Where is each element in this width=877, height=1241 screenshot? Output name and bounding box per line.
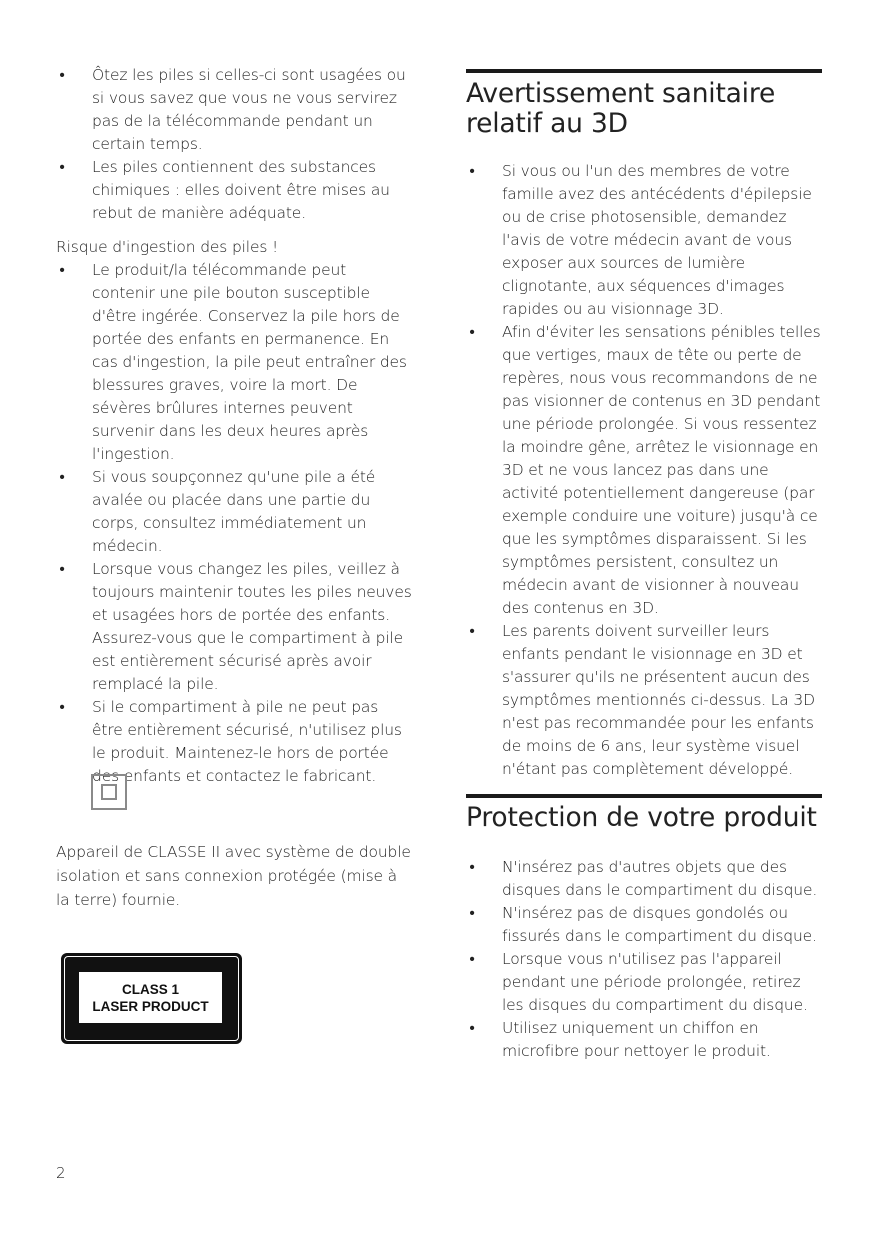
bullet-icon: • [59, 261, 65, 279]
list-item-text: Si le compartiment à pile ne peut pas être entièrement sécurisé, n'utilisez plus le produit. Maintenez-le hors de portée des enfants et contactez le fabricant. [92, 698, 402, 785]
list-item [56, 466, 412, 558]
health-section-title: Avertissement sanitaire relatif au 3D [466, 78, 776, 139]
list-item-text: N'insérez pas de disques gondolés ou fissurés dans le compartiment du disque. [502, 904, 817, 945]
list-item-text: N'insérez pas d'autres objets que des disques dans le compartiment du disque. [502, 858, 818, 899]
list-item-text: Si vous ou l'un des membres de votre famille avez des antécédents d'épilepsie ou de crise photosensible, demandez l'avis de votre médecin avant de vous exposer aux sources de lumière clignotante, aux séquences d'images rapides ou au visionnage 3D. [502, 162, 812, 318]
list-item [466, 856, 822, 902]
bullet-icon: • [59, 468, 65, 486]
protection-bullet-list [466, 856, 822, 1063]
bullet-icon: • [59, 560, 65, 578]
list-item-text: Ôtez les piles si celles-ci sont usagées ou si vous savez que vous ne vous servirez pas de la télécommande pendant un certain temps. [92, 66, 406, 153]
list-item-text: Les parents doivent surveiller leurs enfants pendant le visionnage en 3D et s'assurer qu'ils ne présentent aucun des symptômes mentionnés ci-dessus. La 3D n'est pas recommandée pour les enfants de moins de 6 ans, leur système visuel n'étant pas complètement développé. [502, 622, 815, 778]
list-item [56, 259, 412, 466]
list-item [56, 64, 412, 156]
bullet-icon: • [469, 162, 475, 180]
ingestion-bullet-list [56, 259, 412, 788]
class2-description: Appareil de CLASSE II avec système de double isolation et sans connexion protégée (mise à la terre) fournie. [56, 843, 411, 909]
list-item [466, 948, 822, 1017]
bullet-icon: • [469, 622, 475, 640]
bullet-icon: • [469, 323, 475, 341]
laser-label-panel [79, 972, 222, 1023]
list-item-text: Les piles contiennent des substances chimiques : elles doivent être mises au rebut de manière adéquate. [92, 158, 390, 222]
laser-label-line1: CLASS 1 [121, 981, 179, 997]
health-section-rule [466, 69, 822, 73]
bullet-icon: • [469, 950, 475, 968]
bullet-icon: • [59, 698, 65, 716]
list-item-text: Utilisez uniquement un chiffon en microfibre pour nettoyer le produit. [502, 1019, 771, 1060]
class2-double-insulation-icon [91, 774, 127, 810]
battery-bullet-list [56, 64, 412, 225]
list-item-text: Si vous soupçonnez qu'une pile a été avalée ou placée dans une partie du corps, consultez immédiatement un médecin. [92, 468, 376, 555]
page-number: 2 [56, 1164, 66, 1182]
list-item-text: Lorsque vous changez les piles, veillez à toujours maintenir toutes les piles neuves et usagées hors de portée des enfants. Assurez-vous que le compartiment à pile est entièrement sécurisé après avoir remplacé la pile. [92, 560, 412, 693]
list-item-text: Le produit/la télécommande peut contenir une pile bouton susceptible d'être ingérée. Conservez la pile hors de portée des enfants en permanence. En cas d'ingestion, la pile peut entraîner des blessures graves, voire la mort. De sévères brûlures internes peuvent survenir dans les deux heures après l'ingestion. [92, 261, 407, 463]
list-item-text: Afin d'éviter les sensations pénibles telles que vertiges, maux de tête ou perte de repères, nous vous recommandons de ne pas visionner de contenus en 3D pendant une période prolongée. Si vous ressentez la moindre gêne, arrêtez le visionnage en 3D et ne vous lancez pas dans une activité potentiellement dangereuse (par exemple conduire une voiture) jusqu'à ce que les symptômes disparaissent. Si les symptômes persistent, consultez un médecin avant de visionner à nouveau des contenus en 3D. [502, 323, 821, 617]
bullet-icon: • [469, 904, 475, 922]
health-bullet-list [466, 160, 822, 781]
list-item [56, 156, 412, 225]
list-item [466, 1017, 822, 1063]
list-item [466, 620, 822, 781]
list-item [466, 321, 822, 620]
bullet-icon: • [59, 66, 65, 84]
class2-inner-square [101, 784, 117, 800]
protection-section-rule [466, 794, 822, 798]
list-item [466, 160, 822, 321]
bullet-icon: • [59, 158, 65, 176]
list-item-text: Lorsque vous n'utilisez pas l'appareil pendant une période prolongée, retirez les disques du compartiment du disque. [502, 950, 808, 1014]
bullet-icon: • [469, 858, 475, 876]
laser-label-line2: LASER PRODUCT [92, 998, 209, 1014]
protection-section-title: Protection de votre produit [466, 802, 817, 833]
ingestion-heading: Risque d'ingestion des piles ! [56, 238, 279, 256]
laser-product-label [61, 953, 242, 1044]
list-item [56, 558, 412, 696]
list-item [466, 902, 822, 948]
bullet-icon: • [469, 1019, 475, 1037]
